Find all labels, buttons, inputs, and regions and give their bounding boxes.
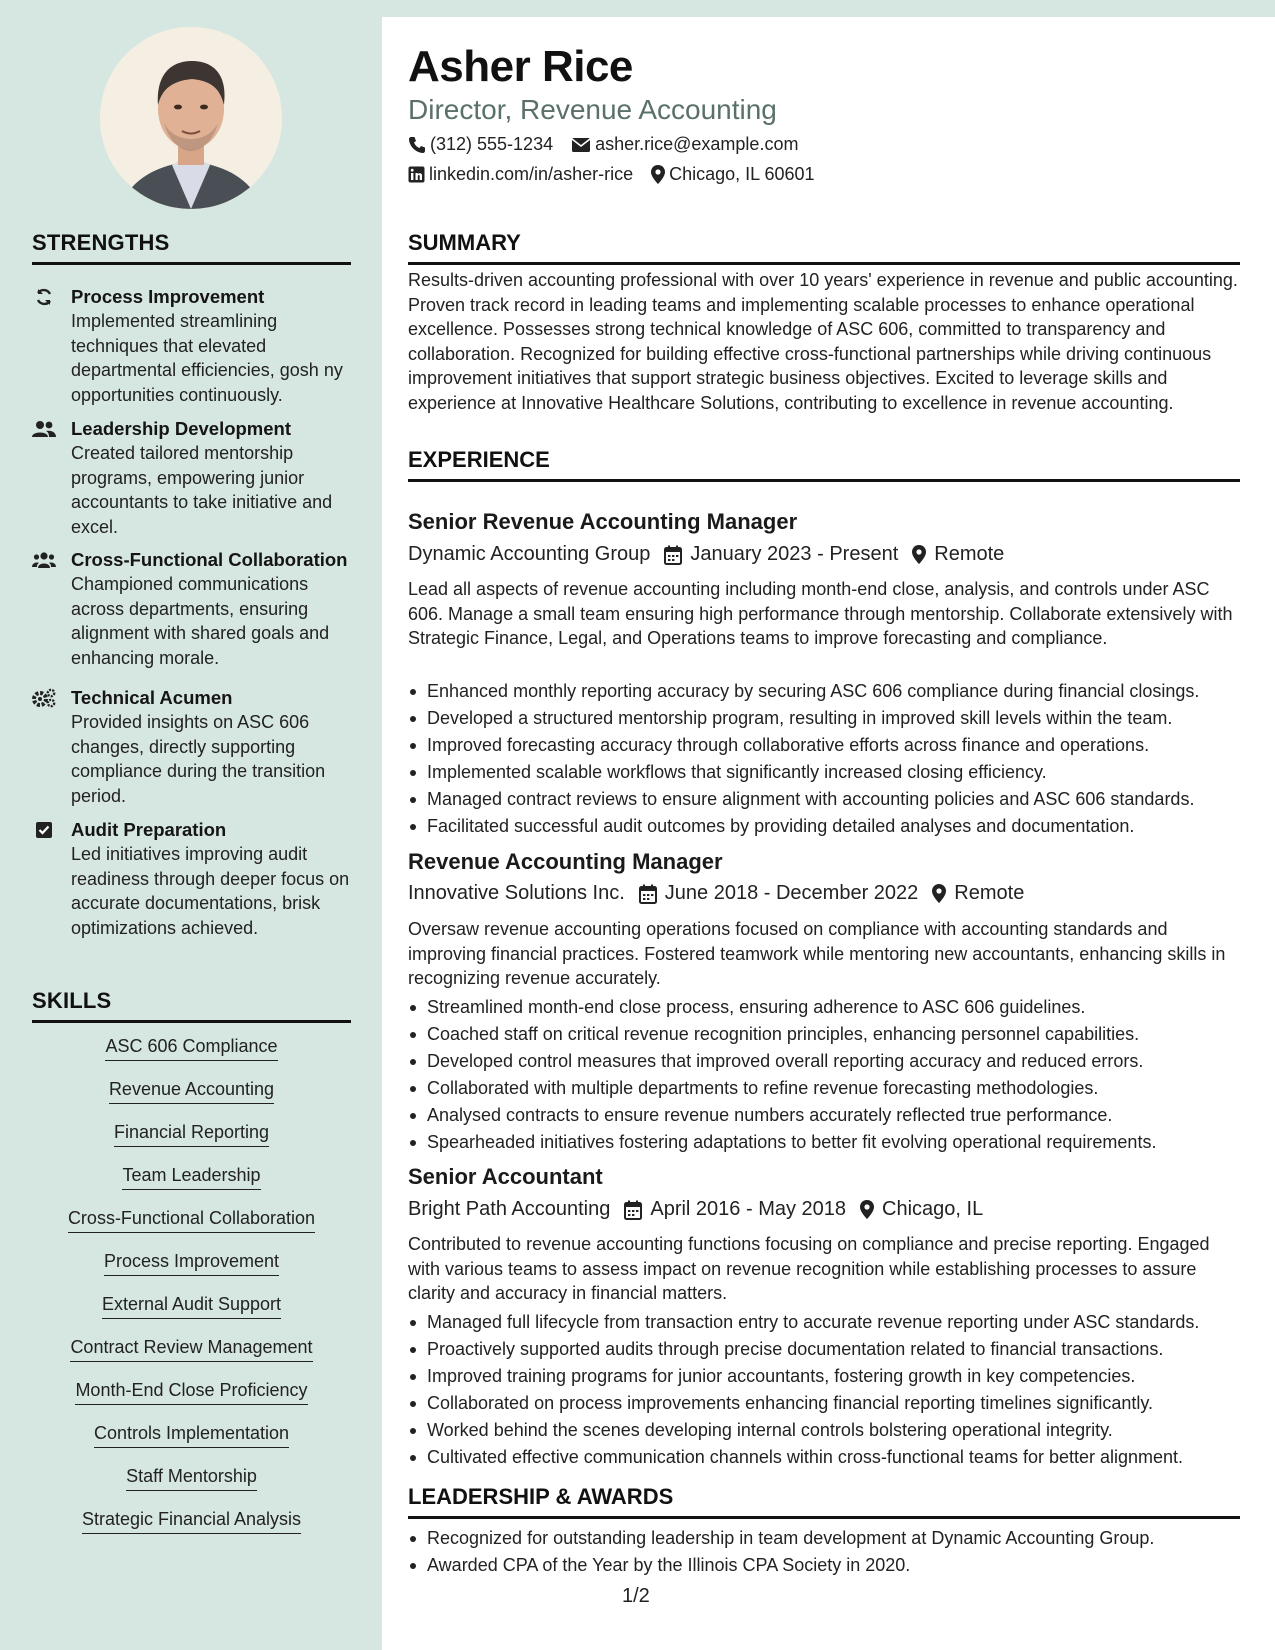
list-item: Spearheaded initiatives fostering adaptations to better fit evolving operational requirements. (408, 1129, 1248, 1156)
list-item: Recognized for outstanding leadership in team development at Dynamic Accounting Group. (408, 1525, 1248, 1552)
map-pin-icon (651, 165, 665, 184)
calendar-icon (664, 545, 682, 565)
list-item: Facilitated successful audit outcomes by providing detailed analyses and documentation. (408, 813, 1248, 840)
skill-item: Month-End Close Proficiency (75, 1379, 307, 1405)
job-location (860, 1198, 983, 1221)
dates-text: April 2016 - May 2018 (650, 1198, 847, 1220)
list-item: Developed control measures that improved overall reporting accuracy and reduced errors. (408, 1048, 1248, 1075)
company-text: Innovative Solutions Inc. (408, 882, 625, 904)
strength-description: Championed communications across departments, ensuring alignment with shared goals and enhancing morale. (71, 574, 330, 668)
job-meta (408, 1198, 997, 1221)
awards-heading: LEADERSHIP & AWARDS (408, 1484, 1240, 1519)
list-item: Coached staff on critical revenue recognition principles, enhancing personnel capabilities. (408, 1021, 1248, 1048)
company-text: Bright Path Accounting (408, 1198, 611, 1220)
linkedin-contact[interactable] (408, 164, 633, 185)
job-position-title: Senior Accountant (408, 1164, 603, 1189)
refresh-icon (32, 287, 56, 307)
skill-item: Financial Reporting (114, 1121, 269, 1147)
skill-item: Team Leadership (122, 1164, 260, 1190)
strength-description: Implemented streamlining techniques that elevated departmental efficiencies, gosh ny opportunities continuously. (71, 311, 343, 405)
company-name (408, 882, 625, 905)
skill-item: Process Improvement (104, 1250, 279, 1276)
checkbox-icon (32, 820, 56, 840)
location-text: Chicago, IL (882, 1198, 984, 1220)
skill-item: Revenue Accounting (109, 1078, 274, 1104)
job-summary: Oversaw revenue accounting operations focused on compliance with accounting standards and improving financial practices. Fostered teamwork while mentoring new accountants, enhancing skills in recognizing revenue accurately. (408, 919, 1226, 988)
list-item: Analysed contracts to ensure revenue numbers accurately reflected true performance. (408, 1102, 1248, 1129)
contact-row (408, 134, 816, 155)
strength-title: Cross-Functional Collaboration (71, 549, 348, 570)
calendar-icon (639, 884, 657, 904)
phone-icon (408, 136, 426, 154)
team-icon (32, 550, 56, 570)
location-text: Remote (934, 543, 1005, 565)
job-dates (639, 882, 919, 905)
profile-photo (100, 27, 282, 209)
skill-item: Contract Review Management (70, 1336, 312, 1362)
skills-heading: SKILLS (32, 988, 351, 1023)
job-meta (408, 543, 1018, 566)
awards-list (408, 1525, 1248, 1579)
strength-title: Leadership Development (71, 418, 292, 439)
job-location (912, 543, 1004, 566)
company-text: Dynamic Accounting Group (408, 543, 651, 565)
phone-text: (312) 555-1234 (430, 134, 554, 154)
location-text: Remote (954, 882, 1025, 904)
job-summary: Contributed to revenue accounting functions focusing on compliance and precise reporting. Engaged with various teams to assess impact on revenue recognition while establishing processes to assure clarity and accuracy in financial matters. (408, 1234, 1210, 1303)
gears-icon (32, 688, 56, 708)
summary-text: Results-driven accounting professional with over 10 years' experience in revenue and public accounting. Proven track record in leading teams and implementing scalable processes to enhance operational excellence. Possesses strong technical knowledge of ASC 606, committed to transparency and collaboration. Recognized for building effective cross-functional partnerships while driving continuous improvement initiatives that support strategic business objectives. Excited to leverage skills and experience at Innovative Healthcare Solutions, contributing to excellence in revenue accounting. (408, 270, 1238, 413)
strength-title: Audit Preparation (71, 819, 227, 840)
strengths-list (32, 285, 351, 952)
job-title-header: Director, Revenue Accounting (408, 94, 777, 125)
list-item: Improved training programs for junior accountants, fostering growth in key competencies. (408, 1363, 1248, 1390)
job-meta (408, 882, 1038, 905)
skill-item: Cross-Functional Collaboration (68, 1207, 315, 1233)
job-bullets (408, 1309, 1248, 1471)
list-item: Enhanced monthly reporting accuracy by securing ASC 606 compliance during financial closings. (408, 678, 1248, 705)
list-item: Implemented scalable workflows that significantly increased closing efficiency. (408, 759, 1248, 786)
strength-item (32, 417, 351, 536)
job-bullets (408, 994, 1248, 1156)
list-item: Cultivated effective communication channels within cross-functional teams for better alignment. (408, 1444, 1248, 1471)
job-dates (664, 543, 898, 566)
main-content (382, 17, 1275, 1650)
list-item: Improved forecasting accuracy through collaborative efforts across finance and operations. (408, 732, 1248, 759)
list-item: Developed a structured mentorship program, resulting in improved skill levels within the team. (408, 705, 1248, 732)
strength-item (32, 818, 351, 940)
company-name (408, 1198, 610, 1221)
skill-item: Strategic Financial Analysis (82, 1508, 301, 1534)
skill-item: ASC 606 Compliance (105, 1035, 277, 1061)
contact-row (408, 164, 833, 185)
strength-title: Technical Acumen (71, 687, 233, 708)
list-item: Worked behind the scenes developing internal controls bolstering operational integrity. (408, 1417, 1248, 1444)
linkedin-text[interactable]: linkedin.com/in/asher-rice (429, 164, 634, 184)
strength-description: Provided insights on ASC 606 changes, directly supporting compliance during the transition period. (71, 712, 326, 806)
skill-item: Controls Implementation (94, 1422, 289, 1448)
list-item: Managed contract reviews to ensure alignment with accounting policies and ASC 606 standards. (408, 786, 1248, 813)
calendar-icon (624, 1200, 642, 1220)
strength-description: Created tailored mentorship programs, empowering junior accountants to take initiative and excel. (71, 443, 333, 537)
skill-item: External Audit Support (102, 1293, 281, 1319)
phone-contact (408, 134, 553, 155)
list-item: Collaborated with multiple departments to refine revenue forecasting methodologies. (408, 1075, 1248, 1102)
email-contact[interactable] (571, 134, 798, 155)
list-item: Managed full lifecycle from transaction entry to accurate revenue reporting under ASC standards. (408, 1309, 1248, 1336)
strength-item (32, 686, 351, 806)
job-position-title: Senior Revenue Accounting Manager (408, 509, 798, 534)
job-location (932, 882, 1024, 905)
email-icon (571, 137, 591, 153)
summary-heading: SUMMARY (408, 230, 1240, 265)
users-icon (32, 419, 56, 439)
location-text: Chicago, IL 60601 (669, 164, 815, 184)
candidate-name: Asher Rice (408, 42, 633, 91)
job-position-title: Revenue Accounting Manager (408, 849, 723, 874)
skill-item: Staff Mentorship (126, 1465, 257, 1491)
list-item: Proactively supported audits through precise documentation related to financial transactions. (408, 1336, 1248, 1363)
map-pin-icon (932, 884, 946, 903)
list-item: Streamlined month-end close process, ensuring adherence to ASC 606 guidelines. (408, 994, 1248, 1021)
strength-item (32, 285, 351, 405)
job-dates (624, 1198, 846, 1221)
strengths-heading: STRENGTHS (32, 230, 351, 265)
job-summary: Lead all aspects of revenue accounting including month-end close, analysis, and controls under ASC 606. Manage a small team ensuring high performance through mentorship. Collaborate extensively with Strategic Finance, Legal, and Operations teams to improve forecasting and compliance. (408, 579, 1233, 648)
strength-item (32, 548, 351, 674)
strength-description: Led initiatives improving audit readiness through deeper focus on accurate documentations, brisk optimizations achieved. (71, 844, 350, 938)
company-name (408, 543, 650, 566)
map-pin-icon (860, 1200, 874, 1219)
experience-heading: EXPERIENCE (408, 447, 1240, 482)
job-bullets (408, 678, 1248, 840)
skills-list (32, 1035, 351, 1551)
map-pin-icon (912, 545, 926, 564)
email-text[interactable]: asher.rice@example.com (595, 134, 799, 154)
dates-text: January 2023 - Present (690, 543, 899, 565)
strength-title: Process Improvement (71, 286, 265, 307)
list-item: Awarded CPA of the Year by the Illinois CPA Society in 2020. (408, 1552, 1248, 1579)
linkedin-icon (408, 166, 425, 183)
list-item: Collaborated on process improvements enhancing financial reporting timelines significantly. (408, 1390, 1248, 1417)
page-number: 1/2 (622, 1585, 650, 1607)
dates-text: June 2018 - December 2022 (664, 882, 919, 904)
location-contact (651, 164, 814, 185)
